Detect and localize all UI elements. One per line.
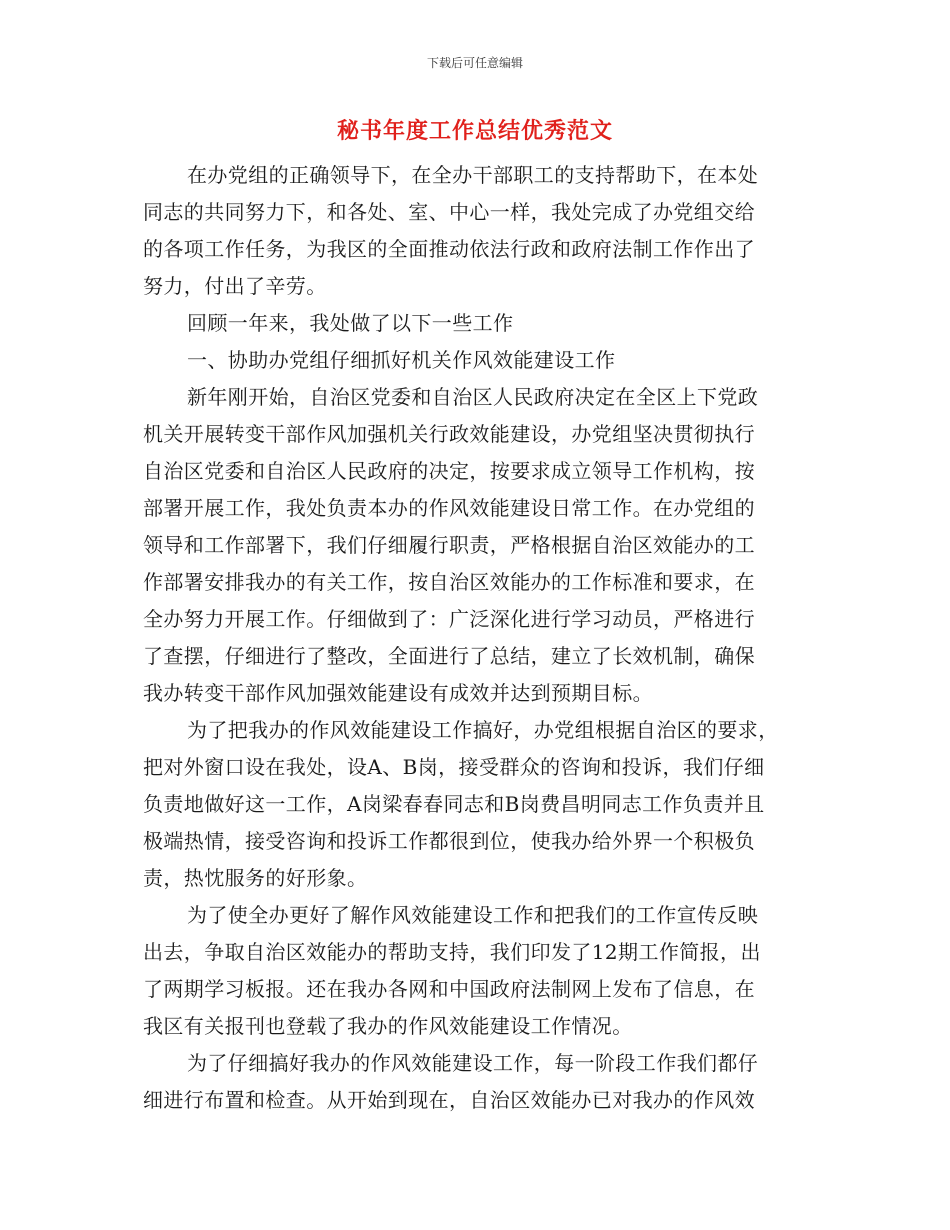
text-line: 一、协助办党组仔细抓好机关作风效能建设工作	[187, 348, 616, 372]
text-line: 部署开展工作，我处负责本办的作风效能建设日常工作。在办党组的	[143, 496, 755, 520]
text-line: 为了仔细搞好我办的作风效能建设工作，每一阶段工作我们都仔	[187, 1051, 759, 1075]
text-line: 机关开展转变干部作风加强机关行政效能建设，办党组坚决贯彻执行	[143, 422, 755, 446]
text-line: 回顾一年来，我处做了以下一些工作	[187, 311, 514, 335]
text-line: 全办努力开展工作。仔细做到了：广泛深化进行学习动员，严格进行	[143, 607, 755, 631]
text-line: 新年刚开始，自治区党委和自治区人民政府决定在全区上下党政	[187, 385, 759, 409]
header-note: 下载后可任意编辑	[426, 56, 523, 70]
text-line: 负责地做好这一工作，A岗梁春春同志和B岗费昌明同志工作负责并且	[143, 792, 765, 816]
text-line: 极端热情，接受咨询和投诉工作都很到位，使我办给外界一个积极负	[143, 829, 755, 853]
text-line: 把对外窗口设在我处，设A、B岗，接受群众的咨询和投诉，我们仔细	[143, 755, 765, 779]
text-line: 责，热忱服务的好形象。	[143, 866, 368, 890]
text-line: 细进行布置和检查。从开始到现在，自治区效能办已对我办的作风效	[143, 1088, 755, 1112]
text-line: 了查摆，仔细进行了整改，全面进行了总结，建立了长效机制，确保	[143, 644, 755, 668]
text-line: 作部署安排我办的有关工作，按自治区效能办的工作标准和要求，在	[143, 570, 755, 594]
text-line: 自治区党委和自治区人民政府的决定，按要求成立领导工作机构，按	[143, 459, 755, 483]
text-line: 我区有关报刊也登载了我办的作风效能建设工作情况。	[143, 1014, 633, 1038]
text-line: 在办党组的正确领导下，在全办干部职工的支持帮助下，在本处	[187, 163, 759, 187]
text-line: 了两期学习板报。还在我办各网和中国政府法制网上发布了信息，在	[143, 977, 755, 1001]
document-body	[143, 157, 808, 1119]
text-line: 我办转变干部作风加强效能建设有成效并达到预期目标。	[143, 681, 653, 705]
text-line: 领导和工作部署下，我们仔细履行职责，严格根据自治区效能办的工	[143, 533, 755, 557]
text-line: 同志的共同努力下，和各处、室、中心一样，我处完成了办党组交给	[143, 200, 755, 224]
text-line: 出去，争取自治区效能办的帮助支持，我们印发了12期工作简报，出	[143, 940, 761, 964]
text-line: 为了使全办更好了解作风效能建设工作和把我们的工作宣传反映	[187, 903, 759, 927]
text-line: 为了把我办的作风效能建设工作搞好，办党组根据自治区的要求，	[187, 718, 779, 742]
text-line: 的各项工作任务，为我区的全面推动依法行政和政府法制工作作出了	[143, 237, 755, 261]
document-title: 秘书年度工作总结优秀范文	[336, 118, 613, 144]
text-line: 努力，付出了辛劳。	[143, 274, 327, 298]
